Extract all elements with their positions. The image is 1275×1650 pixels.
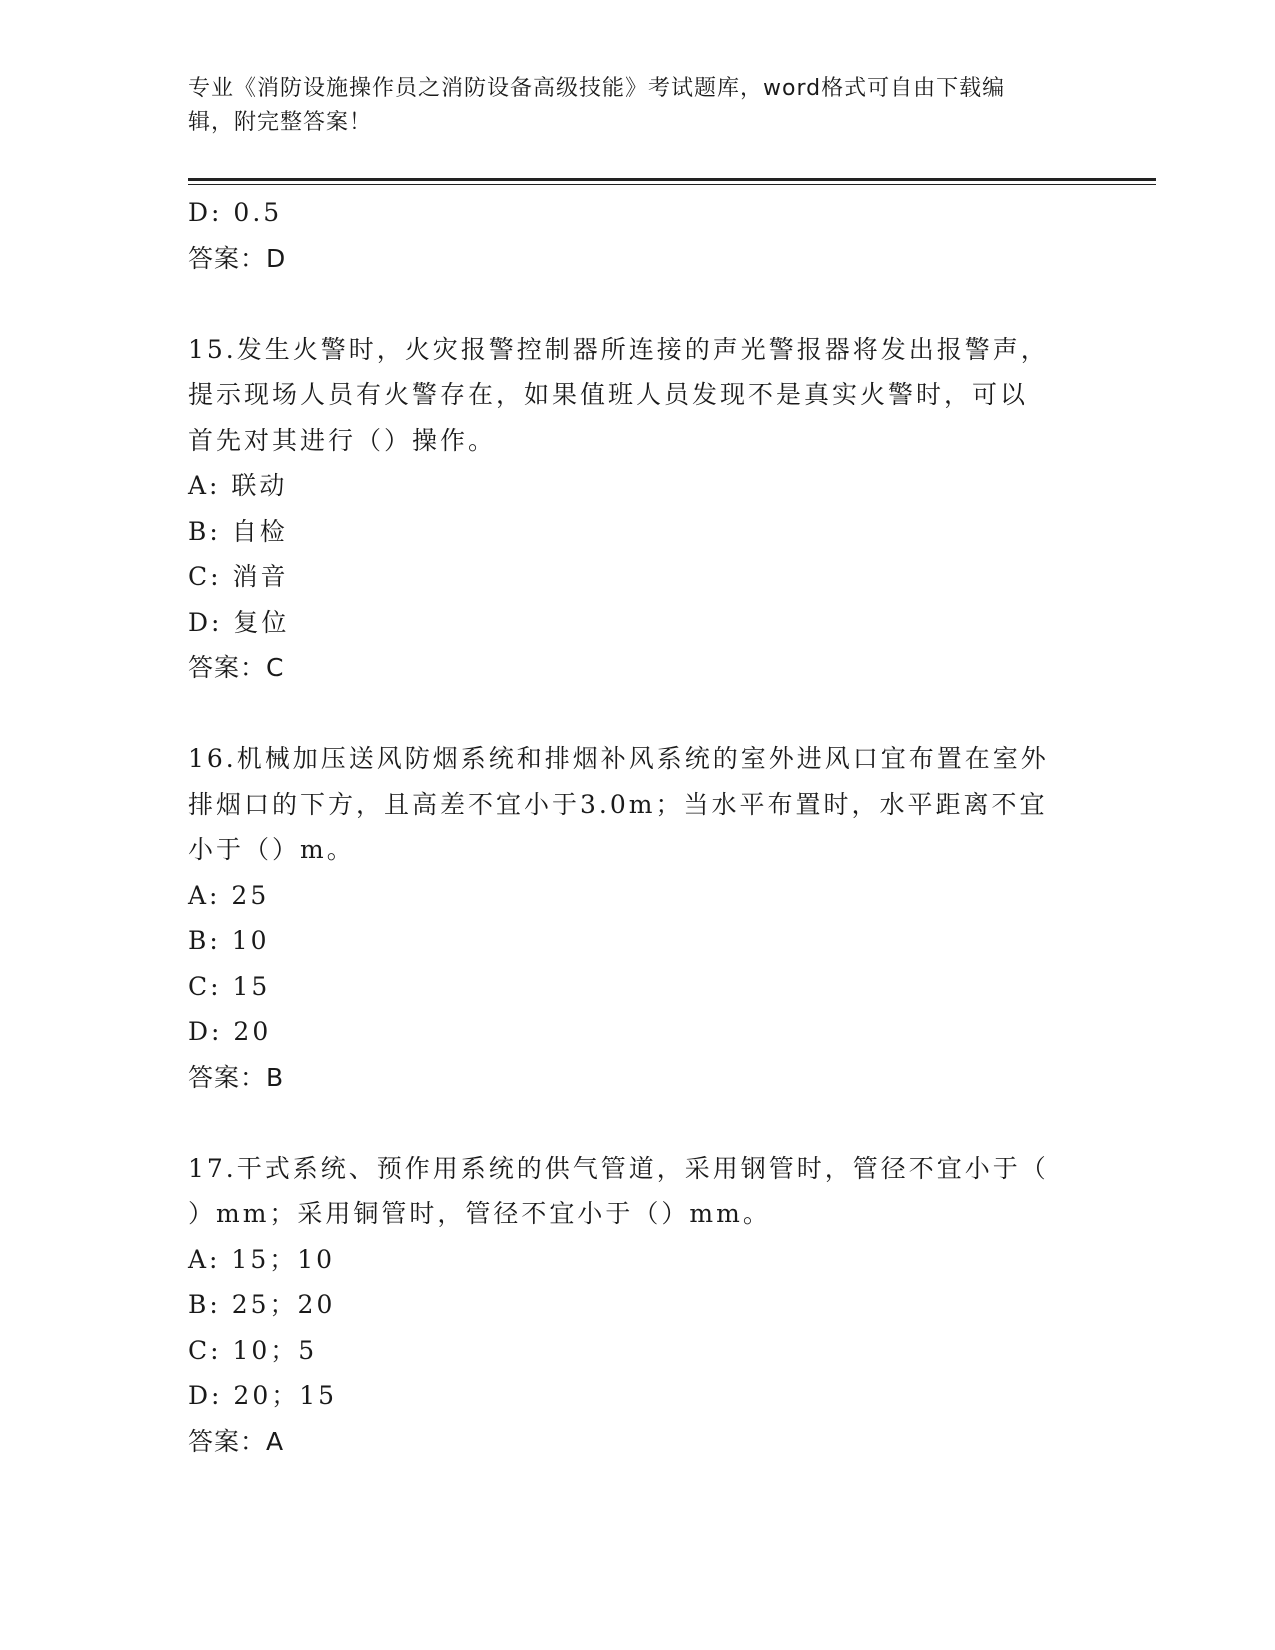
header-line-1: 专业《消防设施操作员之消防设备高级技能》考试题库，word格式可自由下载编	[188, 76, 1006, 101]
question-stem-line: 小于（）m。	[188, 835, 355, 864]
option-c: C: 消音	[188, 562, 289, 591]
option-a: A: 15；10	[188, 1244, 336, 1274]
option-d: D: 20；15	[188, 1381, 338, 1410]
answer: 答案：A	[188, 1426, 285, 1456]
header-line-2: 辑，附完整答案！	[188, 110, 373, 135]
spacer	[188, 281, 1088, 327]
header-divider-thin	[188, 184, 1156, 185]
option-d: D: 复位	[188, 607, 290, 637]
question-stem-line: 17.干式系统、预作用系统的供气管道，采用钢管时，管径不宜小于（	[188, 1153, 1049, 1183]
option-c: C: 15	[188, 971, 271, 1001]
option-a: A: 25	[188, 880, 270, 910]
option-b: B: 10	[188, 926, 270, 955]
spacer	[188, 1100, 1088, 1146]
spacer	[188, 691, 1088, 737]
question-stem-line: 提示现场人员有火警存在，如果值班人员发现不是真实火警时，可以	[188, 380, 1029, 409]
question-stem-line: 首先对其进行（）操作。	[188, 425, 497, 455]
option-b: B: 25；20	[188, 1290, 336, 1319]
question-15	[188, 327, 1088, 691]
question-stem-line: 排烟口的下方，且高差不宜小于3.0m；当水平布置时，水平距离不宜	[188, 789, 1048, 819]
header-divider-thick	[188, 178, 1156, 181]
option-c: C: 10；5	[188, 1335, 318, 1365]
option-b: B: 自检	[188, 516, 288, 546]
question-stem-line: 16.机械加压送风防烟系统和排烟补风系统的室外进风口宜布置在室外	[188, 744, 1049, 773]
prev-answer: 答案：D	[188, 243, 287, 273]
prev-option-d: D: 0.5	[188, 198, 283, 227]
document-header	[188, 72, 1088, 140]
answer: 答案：C	[188, 653, 285, 682]
option-a: A: 联动	[188, 471, 288, 500]
question-list	[188, 190, 1088, 1464]
question-stem-line: ）mm；采用铜管时，管径不宜小于（）mm。	[188, 1199, 771, 1228]
question-16	[188, 736, 1088, 1100]
answer: 答案：B	[188, 1062, 285, 1092]
option-d: D: 20	[188, 1017, 272, 1046]
question-stem-line: 15.发生火警时，火灾报警控制器所连接的声光警报器将发出报警声，	[188, 334, 1049, 364]
question-17	[188, 1146, 1088, 1465]
